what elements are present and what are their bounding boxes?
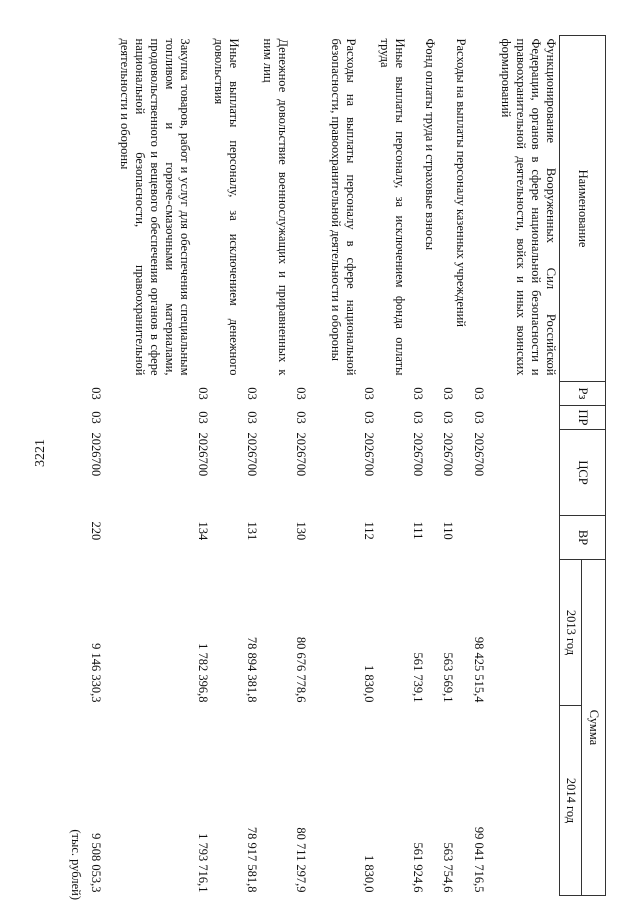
header-csr: ЦСР <box>560 430 606 516</box>
header-pr: ПР <box>560 406 606 430</box>
row-csr: 2026700 <box>196 432 211 477</box>
row-name: Расходы на выплаты персоналу в сфере национальной безопасности, правоохранительной деятельности и обороны <box>328 38 358 376</box>
row-value-2014: 1 830,0 <box>361 855 376 893</box>
row-name: Расходы на выплаты персоналу казенных учреждений <box>453 38 468 327</box>
row-vr: 112 <box>361 521 376 540</box>
row-rz: 03 <box>441 387 456 400</box>
table-row <box>438 36 468 896</box>
row-name: Иные выплаты персоналу, за исключением денежного довольствия <box>212 38 242 376</box>
row-name: Закупка товаров, работ и услуг для обеспечения специальным топливом и горюче-смазочными материалами, продовольственного и вещевого обеспечения органов в сфере национальной безопасности, правоохранительной деятельности и обороны <box>118 38 193 376</box>
row-vr: 220 <box>89 521 103 541</box>
row-csr: 2026700 <box>89 432 103 477</box>
row-value-2013: 98 425 515,4 <box>471 636 486 703</box>
row-value-2014: 78 917 581,8 <box>245 826 260 893</box>
units-label: (тыс. рублей) <box>69 829 83 900</box>
row-rz: 03 <box>245 387 260 400</box>
row-pr: 03 <box>361 411 376 424</box>
row-rz: 03 <box>89 387 103 400</box>
table-header <box>560 36 606 896</box>
budget-table <box>86 35 606 896</box>
row-value-2014: 561 924,6 <box>410 842 425 893</box>
header-year-2013: 2013 год <box>560 560 582 706</box>
table-row <box>242 36 291 896</box>
row-csr: 2026700 <box>361 432 376 477</box>
row-value-2013: 1 782 396,8 <box>196 643 211 703</box>
row-name: Функционирование Вооруженных Сил Российской Федерации, органов в сфере национальной безопасности и правоохранительной деятельности, войск и иных воинских формирований <box>499 38 558 376</box>
row-value-2014: 99 041 716,5 <box>471 826 486 893</box>
table-body <box>86 36 560 896</box>
header-year-2014: 2014 год <box>560 706 582 896</box>
table-row <box>291 36 359 896</box>
table-row <box>408 36 438 896</box>
row-pr: 03 <box>410 411 425 424</box>
row-value-2013: 78 894 381,8 <box>245 636 260 703</box>
row-csr: 2026700 <box>471 432 486 477</box>
row-vr <box>469 516 560 560</box>
row-value-2013: 1 830,0 <box>361 665 376 703</box>
row-vr: 110 <box>441 521 456 540</box>
row-pr: 03 <box>196 411 211 424</box>
row-name: Иные выплаты персоналу, за исключением фонда оплаты труда <box>377 38 407 376</box>
header-sum: Сумма <box>582 560 606 896</box>
row-value-2014: 1 793 716,1 <box>196 833 211 893</box>
row-pr: 03 <box>441 411 456 424</box>
row-pr: 03 <box>471 411 486 424</box>
row-name: Фонд оплаты труда и страховые взносы <box>423 38 438 251</box>
table-row <box>469 36 560 896</box>
row-csr: 2026700 <box>294 432 309 477</box>
row-csr: 2026700 <box>441 432 456 477</box>
row-rz: 03 <box>196 387 211 400</box>
row-pr: 03 <box>245 411 260 424</box>
table-row <box>86 36 193 896</box>
header-name: Наименование <box>560 36 606 382</box>
table-row <box>193 36 242 896</box>
header-vr: ВР <box>560 516 606 560</box>
row-value-2013: 9 146 330,3 <box>89 643 103 703</box>
row-vr: 111 <box>410 521 425 540</box>
row-vr: 131 <box>245 521 260 541</box>
row-name: Денежное довольствие военнослужащих и приравненных к ним лиц <box>261 38 291 376</box>
row-rz: 03 <box>361 387 376 400</box>
row-value-2014: 563 754,6 <box>441 842 456 893</box>
row-rz: 03 <box>294 387 309 400</box>
row-pr: 03 <box>294 411 309 424</box>
row-value-2013: 561 739,1 <box>410 652 425 703</box>
row-pr: 03 <box>89 411 103 424</box>
row-value-2014: 9 508 053,3 <box>89 833 103 893</box>
row-vr: 134 <box>196 521 211 541</box>
row-rz: 03 <box>410 387 425 400</box>
row-value-2014: 80 711 297,9 <box>294 827 309 893</box>
page-number: 3221 <box>33 439 48 467</box>
row-csr: 2026700 <box>410 432 425 477</box>
row-value-2013: 80 676 778,6 <box>294 636 309 703</box>
row-vr: 130 <box>294 521 309 541</box>
table-row <box>359 36 408 896</box>
row-value-2013: 563 569,1 <box>441 652 456 703</box>
header-rz: Рз <box>560 382 606 406</box>
row-rz: 03 <box>471 387 486 400</box>
row-csr: 2026700 <box>245 432 260 477</box>
